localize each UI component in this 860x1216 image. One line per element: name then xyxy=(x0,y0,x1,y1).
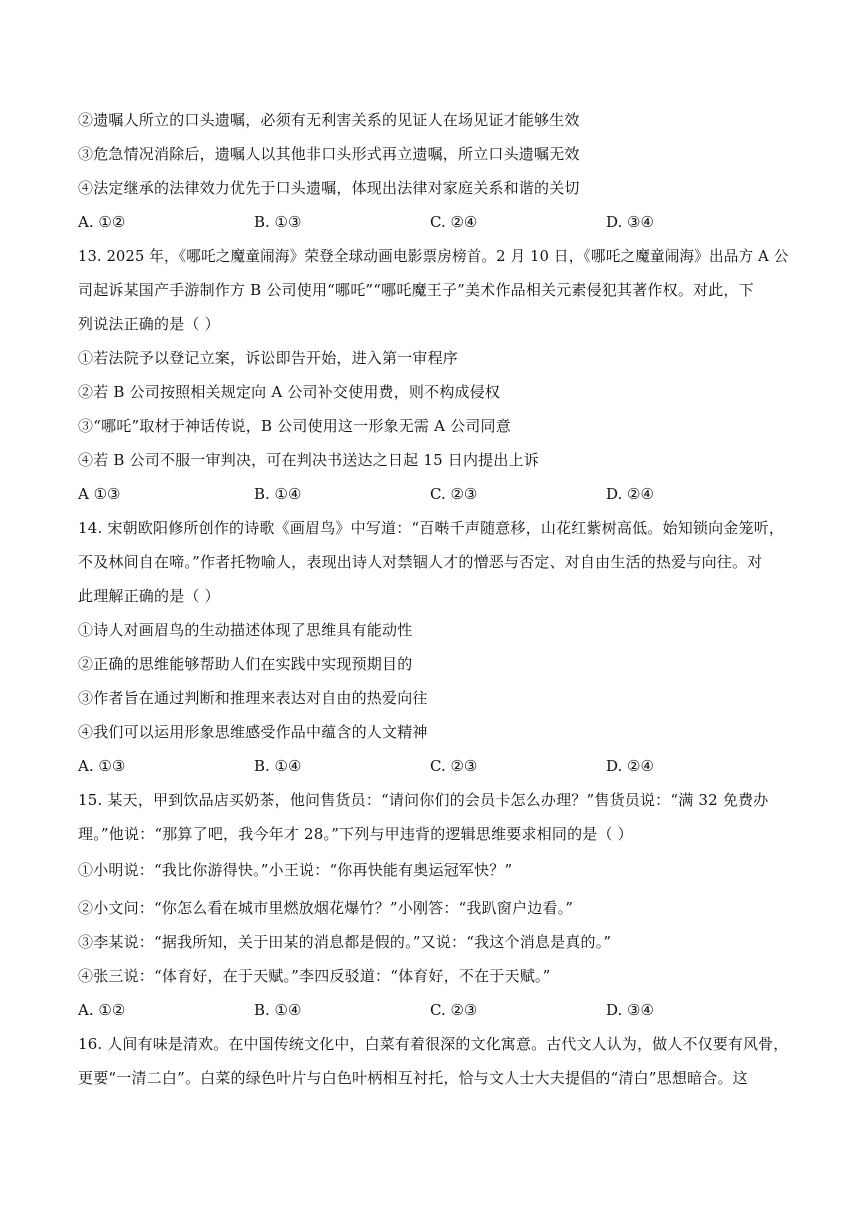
q15-option-d: D. ③④ xyxy=(606,1001,654,1019)
q14-stem-line-2: 不及林间自在啼。”作者托物喻人，表现出诗人对禁锢人才的憎恶与否定、对自由生活的热爱与向往。对 xyxy=(78,553,763,571)
q14-stem-line-1: 14. 宋朝欧阳修所创作的诗歌《画眉鸟》中写道：“百啭千声随意移，山花红紫树高低。始知锁向金笼听， xyxy=(78,519,785,537)
q12-option-c: C. ②④ xyxy=(430,213,478,231)
q15-option-b: B. ①④ xyxy=(254,1001,302,1019)
q12-item-2: ②遗嘱人所立的口头遗嘱，必须有无利害关系的见证人在场见证才能够生效 xyxy=(78,111,580,129)
q13-option-c: C. ②③ xyxy=(430,485,478,503)
q13-item-4: ④若 B 公司不服一审判决，可在判决书送达之日起 15 日内提出上诉 xyxy=(78,451,539,469)
q14-item-3: ③作者旨在通过判断和推理来表达对自由的热爱向往 xyxy=(78,689,428,707)
q15-stem-line-2: 理。”他说：“那算了吧，我今年才 28。”下列与甲违背的逻辑思维要求相同的是（ ） xyxy=(78,825,633,843)
q14-item-4: ④我们可以运用形象思维感受作品中蕴含的人文精神 xyxy=(78,723,428,741)
q13-options xyxy=(78,484,788,504)
q15-options xyxy=(78,1000,788,1020)
q14-option-c: C. ②③ xyxy=(430,757,478,775)
q13-stem-line-1: 13. 2025 年，《哪吒之魔童闹海》荣登全球动画电影票房榜首。2 月 10 日，《哪吒之魔童闹海》出品方 A 公 xyxy=(78,247,789,265)
q13-option-d: D. ②④ xyxy=(606,485,654,503)
q15-item-3: ③李某说：“据我所知，关于田某的消息都是假的。”又说：“我这个消息是真的。” xyxy=(78,933,612,951)
q13-item-1: ①若法院予以登记立案，诉讼即告开始，进入第一审程序 xyxy=(78,349,459,367)
q16-stem-line-1: 16. 人间有味是清欢。在中国传统文化中，白菜有着很深的文化寓意。古代文人认为，做人不仅要有风骨， xyxy=(78,1035,789,1053)
q15-item-4: ④张三说：“体育好，在于天赋。”李四反驳道：“体育好，不在于天赋。” xyxy=(78,967,551,985)
q14-option-a: A. ①③ xyxy=(78,757,126,775)
q13-option-a: A ①③ xyxy=(78,485,121,503)
q14-item-2: ②正确的思维能够帮助人们在实践中实现预期目的 xyxy=(78,655,413,673)
q12-option-a: A. ①② xyxy=(78,213,126,231)
q12-option-b: B. ①③ xyxy=(254,213,302,231)
q13-stem-line-2: 司起诉某国产手游制作方 B 公司使用“哪吒”“哪吒魔王子”美术作品相关元素侵犯其著作权。对此，下 xyxy=(78,281,754,299)
q15-option-c: C. ②③ xyxy=(430,1001,478,1019)
q12-options xyxy=(78,212,788,232)
q12-item-4: ④法定继承的法律效力优先于口头遗嘱，体现出法律对家庭关系和谐的关切 xyxy=(78,179,580,197)
q15-option-a: A. ①② xyxy=(78,1001,126,1019)
q14-item-1: ①诗人对画眉鸟的生动描述体现了思维具有能动性 xyxy=(78,621,413,639)
q13-option-b: B. ①④ xyxy=(254,485,302,503)
q16-stem-line-2: 更要“一清二白”。白菜的绿色叶片与白色叶柄相互衬托，恰与文人士大夫提倡的“清白”思想暗合。这 xyxy=(78,1069,748,1087)
q13-item-3: ③“哪吒”取材于神话传说，B 公司使用这一形象无需 A 公司同意 xyxy=(78,417,511,435)
q13-item-2: ②若 B 公司按照相关规定向 A 公司补交使用费，则不构成侵权 xyxy=(78,383,501,401)
q15-item-2: ②小文问：“你怎么看在城市里燃放烟花爆竹？”小刚答：“我趴窗户边看。” xyxy=(78,899,574,917)
q13-stem-line-3: 列说法正确的是（ ） xyxy=(78,315,220,333)
q15-stem-line-1: 15. 某天，甲到饮品店买奶茶，他问售货员：“请问你们的会员卡怎么办理？”售货员说：“满 32 免费办 xyxy=(78,791,769,809)
q12-option-d: D. ③④ xyxy=(606,213,654,231)
q14-option-b: B. ①④ xyxy=(254,757,302,775)
q14-stem-line-3: 此理解正确的是（ ） xyxy=(78,587,220,605)
q14-options xyxy=(78,756,788,776)
q15-item-1: ①小明说：“我比你游得快。”小王说：“你再快能有奥运冠军快？” xyxy=(78,861,513,879)
q12-item-3: ③危急情况消除后，遗嘱人以其他非口头形式再立遗嘱，所立口头遗嘱无效 xyxy=(78,145,580,163)
q14-option-d: D. ②④ xyxy=(606,757,654,775)
